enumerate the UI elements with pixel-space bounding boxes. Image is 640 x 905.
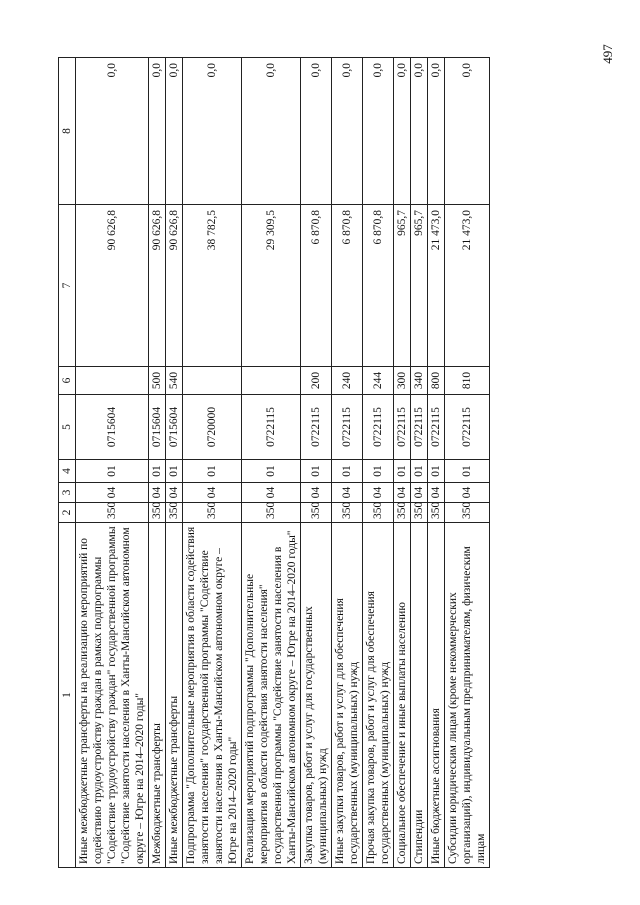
cell-col-6: 300 [394,367,411,395]
table-row [332,58,363,868]
cell-col-8: 0,0 [394,58,411,205]
cell-col-7: 965,7 [411,205,428,367]
cell-col-3: 04 [149,483,166,503]
cell-col-2: 350 [76,503,149,523]
table-row [242,58,301,868]
cell-col-2: 350 [301,503,332,523]
cell-col-5: 0722115 [394,395,411,460]
cell-col-6: 240 [332,367,363,395]
cell-col-3: 04 [363,483,394,503]
cell-col-6: 340 [411,367,428,395]
cell-col-7: 6 870,8 [332,205,363,367]
page-number: 497 [599,44,615,64]
cell-col-4: 01 [76,460,149,483]
cell-col-3: 04 [183,483,242,503]
cell-col-6: 540 [166,367,183,395]
header-cell: 8 [59,58,76,205]
table-row [166,58,183,868]
cell-col-5: 0722115 [411,395,428,460]
table-row [428,58,445,868]
table-row [363,58,394,868]
cell-col-6 [242,367,301,395]
header-cell: 6 [59,367,76,395]
header-cell: 7 [59,205,76,367]
cell-col-2: 350 [394,503,411,523]
cell-col-4: 01 [149,460,166,483]
cell-col-8: 0,0 [332,58,363,205]
table-row [411,58,428,868]
rotated-page-content [58,58,488,868]
cell-col-5: 0722115 [242,395,301,460]
cell-col-4: 01 [394,460,411,483]
cell-col-5: 0720000 [183,395,242,460]
cell-col-4: 01 [332,460,363,483]
row-name-cell: Подпрограмма "Дополнительные мероприятия в области содействия занятости населения" государственной программы "Содействие занятости населения в Ханты-Мансийском автономном округе – Югре на 2014–2020 годы" [183,523,242,868]
cell-col-3: 04 [332,483,363,503]
row-name-cell: Иные закупки товаров, работ и услуг для обеспечения государственных (муниципальных) нужд [332,523,363,868]
cell-col-3: 04 [445,483,490,503]
cell-col-4: 01 [411,460,428,483]
cell-col-4: 01 [242,460,301,483]
cell-col-7: 90 626,8 [149,205,166,367]
cell-col-3: 04 [428,483,445,503]
cell-col-6: 810 [445,367,490,395]
cell-col-8: 0,0 [411,58,428,205]
row-name-cell: Прочая закупка товаров, работ и услуг для обеспечения государственных (муниципальных) нужд [363,523,394,868]
cell-col-3: 04 [394,483,411,503]
table-row [183,58,242,868]
cell-col-7: 38 782,5 [183,205,242,367]
cell-col-7: 90 626,8 [166,205,183,367]
cell-col-8: 0,0 [301,58,332,205]
cell-col-5: 0722115 [445,395,490,460]
cell-col-4: 01 [363,460,394,483]
cell-col-2: 350 [428,503,445,523]
header-cell: 1 [59,523,76,868]
cell-col-3: 04 [301,483,332,503]
cell-col-8: 0,0 [363,58,394,205]
cell-col-2: 350 [445,503,490,523]
cell-col-4: 01 [428,460,445,483]
table-row [394,58,411,868]
cell-col-3: 04 [242,483,301,503]
cell-col-2: 350 [183,503,242,523]
cell-col-6: 244 [363,367,394,395]
cell-col-8: 0,0 [149,58,166,205]
cell-col-7: 90 626,8 [76,205,149,367]
cell-col-5: 0722115 [363,395,394,460]
cell-col-8: 0,0 [445,58,490,205]
row-name-cell: Субсидии юридическим лицам (кроме некоммерческих организаций), индивидуальным предпринимателям, физическим лицам [445,523,490,868]
table-body [59,58,490,868]
cell-col-7: 6 870,8 [363,205,394,367]
cell-col-7: 21 473,0 [428,205,445,367]
cell-col-4: 01 [166,460,183,483]
cell-col-8: 0,0 [428,58,445,205]
table-row [76,58,149,868]
header-cell: 2 [59,503,76,523]
cell-col-4: 01 [445,460,490,483]
cell-col-5: 0715604 [149,395,166,460]
cell-col-8: 0,0 [76,58,149,205]
cell-col-5: 0722115 [428,395,445,460]
cell-col-7: 29 309,5 [242,205,301,367]
cell-col-2: 350 [332,503,363,523]
row-name-cell: Закупка товаров, работ и услуг для государственных (муниципальных) нужд [301,523,332,868]
cell-col-8: 0,0 [242,58,301,205]
cell-col-7: 21 473,0 [445,205,490,367]
row-name-cell: Межбюджетные трансферты [149,523,166,868]
row-name-cell: Стипендии [411,523,428,868]
cell-col-2: 350 [411,503,428,523]
cell-col-5: 0722115 [332,395,363,460]
cell-col-8: 0,0 [183,58,242,205]
cell-col-6: 500 [149,367,166,395]
cell-col-4: 01 [301,460,332,483]
header-cell: 3 [59,483,76,503]
header-cell: 5 [59,395,76,460]
cell-col-2: 350 [149,503,166,523]
cell-col-8: 0,0 [166,58,183,205]
cell-col-2: 350 [363,503,394,523]
table-row [149,58,166,868]
table-header-row [59,58,76,868]
cell-col-4: 01 [183,460,242,483]
cell-col-7: 6 870,8 [301,205,332,367]
cell-col-3: 04 [411,483,428,503]
cell-col-5: 0722115 [301,395,332,460]
cell-col-2: 350 [242,503,301,523]
table-row [301,58,332,868]
cell-col-7: 965,7 [394,205,411,367]
row-name-cell: Иные межбюджетные трансферты на реализацию мероприятий по содействию трудоустройству граждан в рамках подпрограммы "Содействие трудоустройству граждан" государственной программы "Содействие занятости населения в Ханты-Мансийском автономном округе – Югре на 2014–2020 годы" [76,523,149,868]
cell-col-2: 350 [166,503,183,523]
cell-col-3: 04 [76,483,149,503]
cell-col-6 [183,367,242,395]
row-name-cell: Иные межбюджетные трансферты [166,523,183,868]
cell-col-5: 0715604 [166,395,183,460]
budget-table [58,57,490,868]
cell-col-6: 800 [428,367,445,395]
row-name-cell: Социальное обеспечение и иные выплаты населению [394,523,411,868]
cell-col-5: 0715604 [76,395,149,460]
cell-col-3: 04 [166,483,183,503]
cell-col-6 [76,367,149,395]
table-row [445,58,490,868]
header-cell: 4 [59,460,76,483]
row-name-cell: Реализация мероприятий подпрограммы "Дополнительные мероприятия в области содействия занятости населения" государственной программы "Содействие занятости населения в Ханты-Мансийском автономном округе – Югре на 2014–2020 годы" [242,523,301,868]
row-name-cell: Иные бюджетные ассигнования [428,523,445,868]
cell-col-6: 200 [301,367,332,395]
